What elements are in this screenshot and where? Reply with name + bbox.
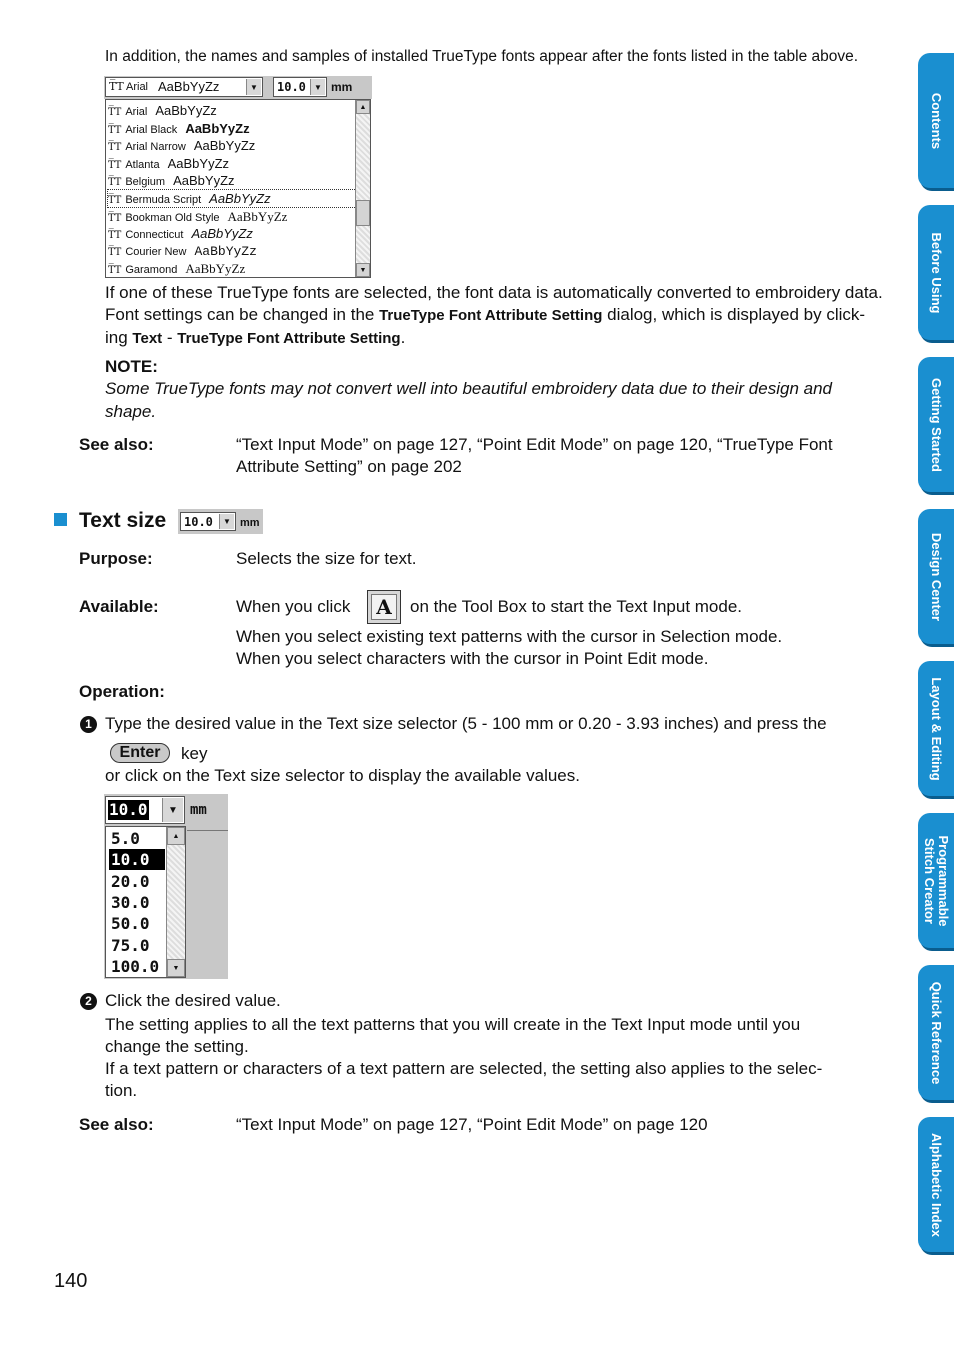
tab-label: Contents	[929, 92, 944, 149]
size-option[interactable]: 75.0	[111, 935, 150, 955]
font-size-value: 10.0	[277, 80, 306, 94]
font-list-item[interactable]	[108, 225, 356, 242]
text-size-selector-image	[178, 509, 263, 534]
step-text: Type the desired value in the Text size selector (5 - 100 mm or 0.20 - 3.93 inches) and press the	[105, 714, 827, 733]
note-text: shape.	[105, 402, 157, 421]
tab-label: Before Using	[929, 232, 944, 313]
chevron-down-icon[interactable]: ▼	[246, 79, 261, 95]
font-name: Arial Narrow	[125, 141, 186, 154]
see-also-label: See also:	[79, 1115, 154, 1134]
chevron-down-icon[interactable]: ▼	[162, 798, 183, 822]
step-text: Click the desired value.	[105, 991, 281, 1010]
truetype-icon: T̅T	[108, 159, 122, 171]
available-text: When you select characters with the cursor in Point Edit mode.	[236, 649, 709, 668]
font-name: Garamond	[125, 264, 178, 277]
font-name: Arial	[125, 106, 148, 118]
font-name: Belgium	[125, 176, 166, 189]
font-list-item[interactable]	[108, 172, 356, 189]
truetype-icon: T̅T	[108, 177, 122, 189]
step-text: or click on the Text size selector to display the available values.	[105, 766, 580, 785]
font-sample: AaBbYyZz	[193, 138, 256, 154]
font-name: Courier New	[125, 245, 187, 258]
scroll-up-icon[interactable]: ▲	[356, 100, 370, 114]
font-sample: AaBbYyZz	[155, 103, 217, 118]
font-list-item[interactable]	[108, 190, 356, 207]
tab-label: Programmable Stitch Creator	[922, 834, 951, 927]
text-size-value: 10.0	[184, 515, 213, 529]
font-list-item[interactable]	[108, 102, 356, 119]
section-title: Text size	[79, 509, 167, 532]
see-also-label: See also:	[79, 435, 154, 454]
font-sample: AaBbYyZz	[191, 226, 253, 242]
font-combo-sample: AaBbYyZz	[158, 79, 220, 94]
font-sample: AaBbYyZz	[173, 173, 235, 189]
para-line: Font settings can be changed in the TrueType Font Attribute Setting dialog, which is displayed by click-	[105, 305, 866, 324]
font-name: Arial Black	[125, 123, 178, 136]
truetype-icon: T̅T	[109, 80, 124, 93]
font-size-unit: mm	[331, 80, 353, 94]
step-text: key	[181, 744, 208, 763]
step-text: If a text pattern or characters of a text pattern are selected, the setting also applies to the selec-	[105, 1059, 823, 1078]
see-also-text: “Text Input Mode” on page 127, “Point Edit Mode” on page 120, “TrueType Font	[236, 435, 833, 454]
para-line: ing Text - TrueType Font Attribute Setting.	[105, 328, 406, 347]
divider	[187, 830, 228, 831]
size-option[interactable]: 5.0	[111, 829, 140, 848]
step-number-icon: 1	[80, 715, 97, 733]
available-text: When you select existing text patterns with the cursor in Selection mode.	[236, 627, 783, 646]
step-text: The setting applies to all the text patterns that you will create in the Text Input mode until you	[105, 1015, 801, 1034]
para-line: If one of these TrueType fonts are selected, the font data is automatically converted to embroidery data.	[105, 283, 883, 302]
available-label: Available:	[79, 597, 159, 616]
scroll-down-icon[interactable]: ▼	[167, 959, 185, 977]
font-sample: AaBbYyZz	[185, 261, 246, 277]
font-list-scrollbar[interactable]	[355, 100, 370, 277]
truetype-icon: T̅T	[108, 230, 122, 242]
size-unit: mm	[190, 802, 207, 818]
step-text: change the setting.	[105, 1037, 249, 1056]
font-name: Bookman Old Style	[125, 211, 220, 224]
purpose-label: Purpose:	[79, 549, 153, 568]
font-name: Atlanta	[125, 158, 160, 171]
text-tool-icon: A	[371, 594, 397, 620]
font-list-item[interactable]	[108, 137, 356, 154]
tab-design-center[interactable]	[918, 509, 954, 644]
tab-getting-started[interactable]	[918, 357, 954, 492]
font-list-item[interactable]	[108, 155, 356, 172]
step-number-icon: 2	[80, 992, 97, 1010]
tab-alphabetic-index[interactable]	[918, 1117, 954, 1252]
text-tool-button[interactable]	[367, 590, 401, 624]
font-size-combo[interactable]	[273, 77, 327, 97]
size-options-list[interactable]	[105, 826, 186, 978]
purpose-text: Selects the size for text.	[236, 549, 417, 568]
font-sample: AaBbYyZz	[194, 243, 257, 259]
intro-text: In addition, the names and samples of installed TrueType fonts appear after the fonts listed in the table above.	[105, 48, 859, 65]
truetype-icon: T̅T	[108, 246, 122, 258]
tab-label: Design Center	[929, 532, 944, 621]
font-list-item[interactable]	[108, 208, 356, 225]
font-sample: AaBbYyZz	[227, 208, 288, 224]
tab-label: Layout & Editing	[929, 676, 944, 781]
size-combo[interactable]	[105, 796, 185, 824]
step-text: tion.	[105, 1081, 138, 1100]
size-combo-value: 10.0	[109, 800, 148, 819]
size-option[interactable]: 10.0	[109, 849, 165, 870]
see-also-text: Attribute Setting” on page 202	[236, 457, 462, 476]
size-option[interactable]: 100.0	[111, 956, 160, 976]
tab-label: Quick Reference	[929, 981, 944, 1084]
font-list-item[interactable]	[108, 120, 356, 137]
tab-programmable-stitch-creator[interactable]	[918, 813, 954, 948]
size-list-scrollbar[interactable]	[166, 827, 185, 977]
font-combo[interactable]	[105, 77, 263, 97]
available-text: When you click	[236, 597, 351, 616]
scroll-down-icon[interactable]: ▼	[356, 263, 370, 277]
tab-layout-editing[interactable]	[918, 661, 954, 796]
font-combo-name: Arial	[126, 81, 149, 93]
truetype-icon: T̅T	[108, 124, 122, 136]
scroll-thumb[interactable]	[356, 200, 370, 226]
available-text: on the Tool Box to start the Text Input mode.	[410, 597, 743, 616]
truetype-icon: T̅T	[108, 212, 122, 224]
chevron-down-icon[interactable]: ▼	[310, 79, 325, 95]
font-sample: AaBbYyZz	[209, 191, 271, 206]
scroll-up-icon[interactable]: ▲	[167, 827, 185, 845]
operation-label: Operation:	[79, 682, 165, 701]
font-name: Connecticut	[125, 229, 184, 242]
page-number: 140	[54, 1270, 88, 1292]
font-name: Bermuda Script	[125, 194, 202, 206]
size-option[interactable]: 50.0	[111, 914, 150, 934]
note-text: Some TrueType fonts may not convert well into beautiful embroidery data due to their design and	[105, 379, 832, 398]
tab-label: Getting Started	[929, 377, 944, 472]
truetype-icon: T̅T	[108, 265, 122, 277]
truetype-icon: T̅T	[108, 142, 122, 154]
chevron-down-icon[interactable]: ▼	[219, 514, 234, 529]
font-sample: AaBbYyZz	[167, 155, 230, 171]
tab-label: Alphabetic Index	[929, 1132, 944, 1237]
font-list-item[interactable]	[108, 260, 356, 277]
tab-before-using[interactable]	[918, 205, 954, 340]
truetype-icon: T̅T	[108, 195, 122, 206]
font-list[interactable]	[105, 99, 371, 278]
size-option[interactable]: 20.0	[111, 871, 150, 891]
text-size-combo[interactable]	[180, 512, 236, 531]
truetype-icon: T̅T	[108, 107, 122, 118]
font-sample: AaBbYyZz	[185, 120, 250, 136]
text-size-unit: mm	[240, 517, 260, 529]
enter-key-icon: Enter	[110, 743, 170, 763]
tab-contents[interactable]	[918, 53, 954, 188]
note-label: NOTE:	[105, 357, 158, 376]
tab-quick-reference[interactable]	[918, 965, 954, 1100]
size-option[interactable]: 30.0	[111, 892, 150, 912]
size-dropdown-image	[104, 794, 228, 979]
font-list-item[interactable]	[108, 243, 356, 260]
see-also-text: “Text Input Mode” on page 127, “Point Edit Mode” on page 120	[236, 1115, 708, 1134]
section-bullet-icon	[54, 513, 67, 526]
